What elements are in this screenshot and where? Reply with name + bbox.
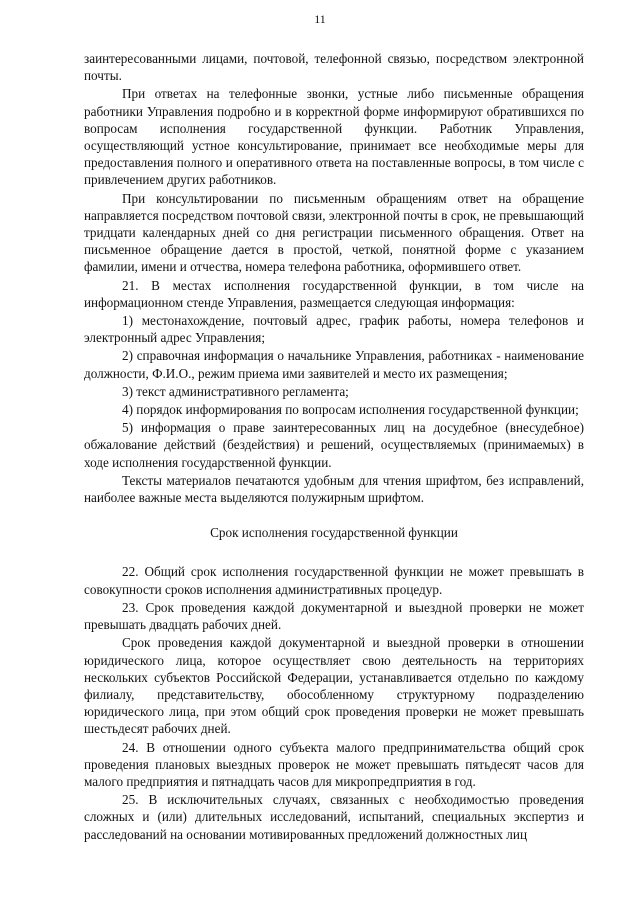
list-item: 2) справочная информация о начальнике Управления, работниках - наименование должности, Ф.И.О., режим приема ими заявителей и место их размещения;: [84, 348, 584, 381]
list-item: 3) текст административного регламента;: [122, 383, 349, 399]
paragraph: При консультировании по письменным обращениям ответ на обращение направляется посредством почтовой связи, электронной почты в срок, не превышающий тридцати календарных дней со дня регистрации письменного обращения. Ответ на письменное обращение дается в простой, четкой, понятной форме с указанием фамилии, имени и отчества, номера телефона работника, оформившего ответ.: [84, 190, 584, 275]
document-body: [84, 50, 584, 843]
paragraph: Тексты материалов печатаются удобным для чтения шрифтом, без исправлений, наиболее важные места выделяются полужирным шрифтом.: [84, 472, 584, 506]
page-number: 11: [314, 12, 326, 26]
list-item: 1) местонахождение, почтовый адрес, график работы, номера телефонов и электронный адрес Управления;: [84, 313, 584, 346]
paragraph: Срок проведения каждой документарной и выездной проверки в отношении юридического лица, которое осуществляет свою деятельность на территориях нескольких субъектов Российской Федерации, устанавливается отдельно по каждому филиалу, представительству, обособленному структурному подразделению юридического лица, при этом общий срок проведения проверки не может превышать шестьдесят рабочих дней.: [84, 635, 584, 737]
paragraph: заинтересованными лицами, почтовой, телефонной связью, посредством электронной почты.: [84, 51, 584, 84]
paragraph: 25. В исключительных случаях, связанных с необходимостью проведения сложных и (или) длительных исследований, испытаний, специальных экспертиз и расследований на основании мотивированных предложений должностных лиц: [84, 792, 584, 842]
list-item: 5) информация о праве заинтересованных лиц на досудебное (внесудебное) обжалование действий (бездействия) и решений, осуществляемых (принимаемых) в ходе исполнения государственной функции.: [84, 420, 584, 470]
list-item: 4) порядок информирования по вопросам исполнения государственной функции;: [122, 402, 579, 418]
section-heading: Срок исполнения государственной функции: [210, 525, 458, 541]
paragraph: 23. Срок проведения каждой документарной и выездной проверки не может превышать двадцать рабочих дней.: [84, 599, 584, 633]
paragraph: 24. В отношении одного субъекта малого предпринимательства общий срок проведения плановых выездных проверок не может превышать пятьдесят часов для малого предприятия и пятнадцать часов для микропредприятия в год.: [84, 739, 584, 789]
paragraph: 21. В местах исполнения государственной функции, в том числе на информационном стенде Управления, размещается следующая информация:: [84, 277, 584, 310]
paragraph: 22. Общий срок исполнения государственной функции не может превышать в совокупности сроков исполнения административных процедур.: [84, 564, 584, 597]
paragraph: При ответах на телефонные звонки, устные либо письменные обращения работники Управления подробно и в корректной форме информируют обратившихся по вопросам исполнения государственной функции. Работник Управления, осуществляющий устное консультирование, принимает все необходимые меры для предоставления полного и оперативного ответа на поставленные вопросы, в том числе с привлечением других работников.: [84, 86, 584, 188]
